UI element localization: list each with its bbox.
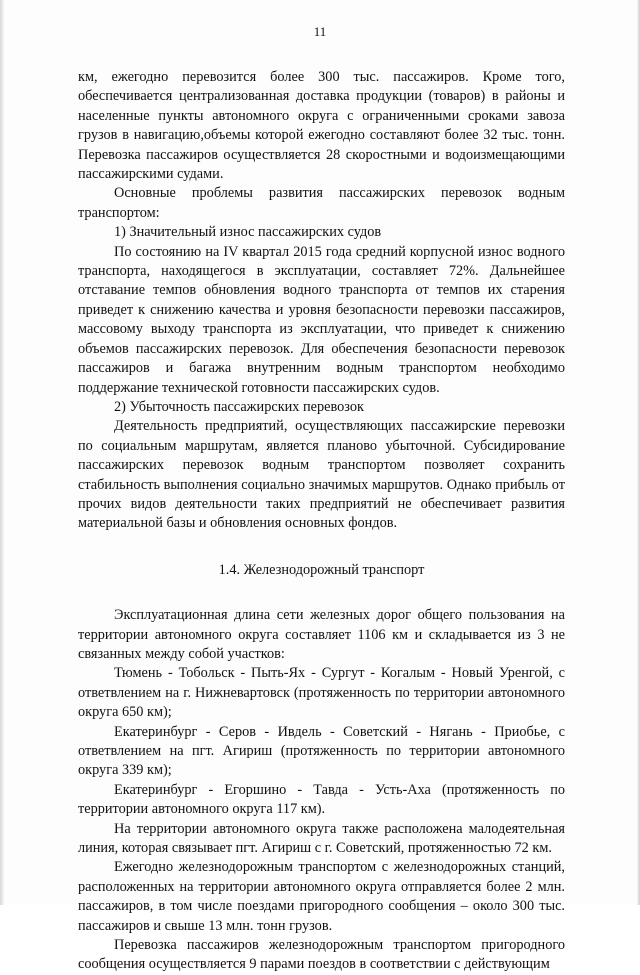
document-body	[78, 68, 565, 975]
paragraph-problem-1-body: По состоянию на IV квартал 2015 года средний корпусной износ водного транспорта, находящегося в эксплуатации, составляет 72%. Дальнейшее отставание темпов обновления водного транспорта от темпов их старения приведет к снижению качества и уровня безопасности перевозки пассажиров, массовому выходу транспорта из эксплуатации, что приведет к снижению объемов пассажирских перевозок. Для обеспечения безопасности перевозок пассажиров и багажа внутренним водным транспортом необходимо поддержание технической готовности пассажирских судов.	[78, 243, 565, 396]
paragraph-railway-section-3: Екатеринбург - Егоршино - Тавда - Усть-Аха (протяженность по территории автономного округа 117 км).	[78, 781, 565, 818]
page-number: 11	[313, 24, 327, 39]
section-heading-railway: 1.4. Железнодорожный транспорт	[218, 561, 425, 578]
paragraph-railway-low-activity-line: На территории автономного округа также расположена малодеятельная линия, которая связывает пгт. Агириш с г. Советский, протяженностью 72 км.	[78, 820, 565, 857]
paragraph-railway-length: Эксплуатационная длина сети железных дорог общего пользования на территории автономного округа составляет 1106 км и складывается из 3 не связанных между собой участков:	[78, 607, 565, 662]
paragraph-railway-section-1: Тюмень - Тобольск - Пыть-Ях - Сургут - Когалым - Новый Уренгой, с ответвлением на г. Нижневартовск (протяженность по территории автономного округа 650 км);	[78, 665, 565, 721]
paragraph-railway-annual-traffic: Ежегодно железнодорожным транспортом с железнодорожных станций, расположенных на территории автономного округа отправляется более 2 млн. пассажиров, в том числе поездами пригородного сообщения – около 300 тыс. пассажиров и свыше 13 млн. тонн грузов.	[78, 859, 565, 934]
paragraph-water-passengers: км, ежегодно перевозится более 300 тыс. пассажиров. Кроме того, обеспечивается централизованная доставка продукции (товаров) в районы и населенные пункты автономного округа с ограниченными сроками завоза грузов в навигацию,объемы которой ежегодно составляют более 32 тыс. тонн. Перевозка пассажиров осуществляется 28 скоростными и водоизмещающими пассажирскими судами.	[78, 69, 565, 183]
paragraph-problem-2-title: 2) Убыточность пассажирских перевозок	[114, 398, 364, 415]
paragraph-problem-2-body: Деятельность предприятий, осуществляющих пассажирские перевозки по социальным маршрутам, является планово убыточной. Субсидирование пассажирских перевозок водным транспортом позволяет сохранить стабильность выполнения социально значимых маршрутов. Однако прибыль от прочих видов деятельности таких предприятий не обеспечивает развития материальной базы и обновления основных фондов.	[78, 418, 565, 532]
paragraph-water-problems-intro: Основные проблемы развития пассажирских перевозок водным транспортом:	[78, 185, 565, 221]
paragraph-railway-suburban: Перевозка пассажиров железнодорожным транспортом пригородного сообщения осуществляется 9 парами поездов в соответствии с действующим	[78, 937, 565, 973]
scan-edge-left	[0, 0, 4, 905]
paragraph-problem-1-title: 1) Значительный износ пассажирских судов	[114, 224, 382, 241]
paragraph-railway-section-2: Екатеринбург - Серов - Ивдель - Советский - Нягань - Приобье, с ответвлением на пгт. Агириш (протяженность по территории автономного округа 339 км);	[78, 723, 565, 779]
